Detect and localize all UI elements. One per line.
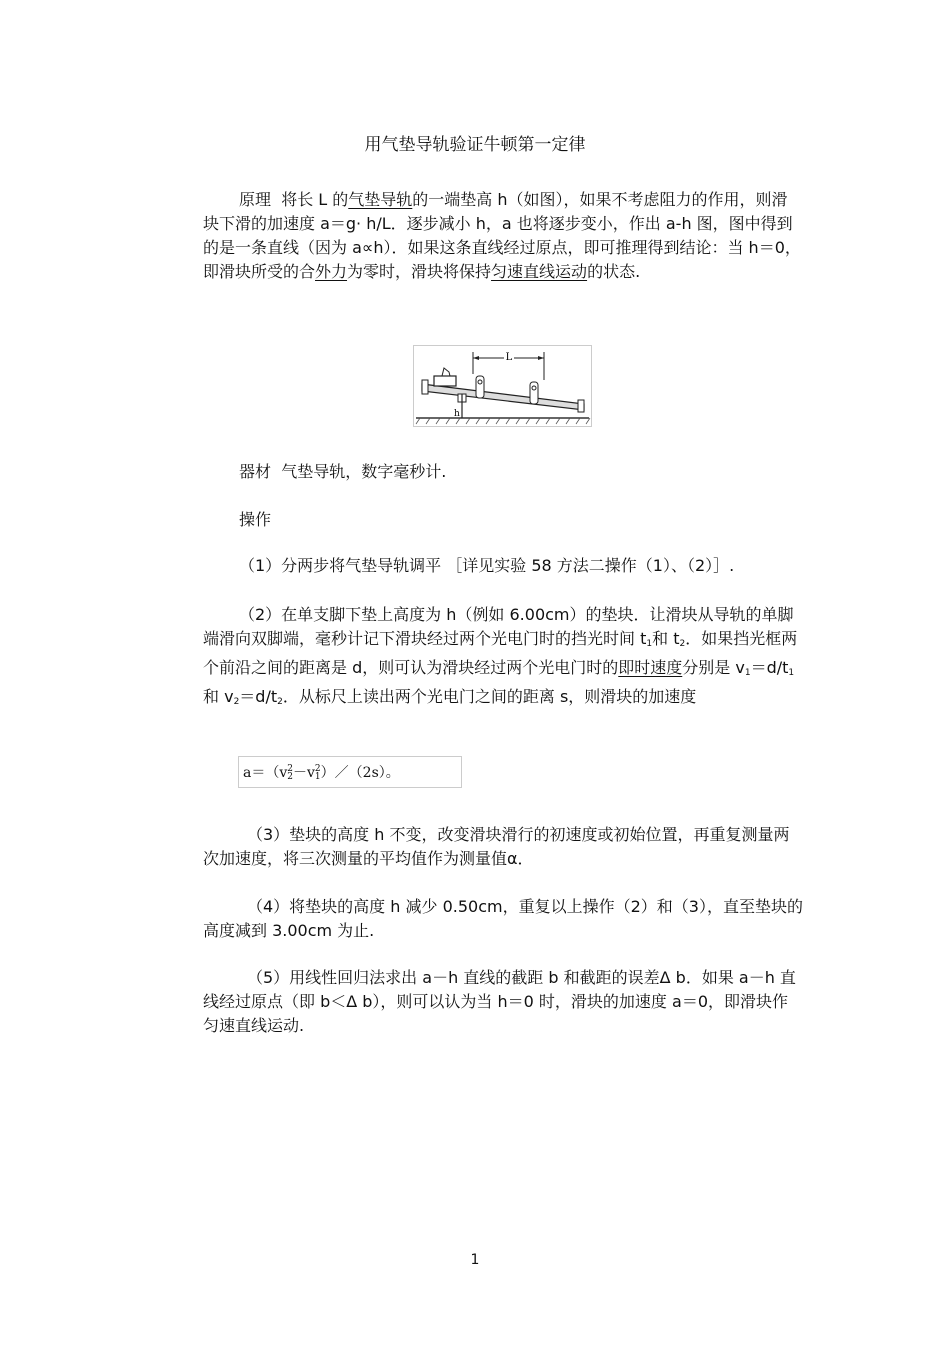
air-track-diagram	[413, 345, 592, 427]
step-4: （4）将垫块的高度 h 减少 0.50cm，重复以上操作（2）和（3），直至垫块的高度减到 3.00cm 为止.	[203, 897, 803, 940]
principle-text-4: 的状态.	[587, 262, 641, 281]
formula-lhs: a＝（v	[243, 765, 288, 781]
subscript-v1: 1	[744, 668, 751, 678]
step2-text-4: 分别是 v	[682, 658, 745, 677]
equipment-line	[203, 460, 803, 484]
step2-text-1: （2）在单支脚下垫上高度为 h（例如 6.00cm）的垫块．让滑块从导轨的单脚端滑向双脚端，毫秒计记下滑块经过两个光电门时的挡光时间 t	[203, 605, 794, 648]
operation-heading: 操作	[239, 510, 272, 529]
principle-text-1: 将长 L 的	[281, 190, 349, 209]
formula-sub-2: 1	[314, 772, 321, 782]
step-5: （5）用线性回归法求出 a－h 直线的截距 b 和截距的误差Δ b．如果 a－h 直线经过原点（即 b＜Δ b），则可以认为当 h＝0 时，滑块的加速度 a＝0，即滑块作匀速直线运动.	[203, 968, 796, 1035]
subscript-t1: 1	[788, 668, 795, 678]
air-track-illustration	[414, 346, 591, 426]
step2-text-8: ．从标尺上读出两个光电门之间的距离 s，则滑块的加速度	[282, 687, 697, 706]
acceleration-formula	[238, 756, 462, 788]
step-2	[203, 603, 803, 714]
principle-text-3: 为零时，滑块将保持	[347, 262, 492, 281]
label-L: L	[505, 352, 513, 363]
step-3: （3）垫块的高度 h 不变，改变滑块滑行的初速度或初始位置，再重复测量两次加速度，将三次测量的平均值作为测量值α．	[203, 825, 790, 868]
equipment-text: 气垫导轨，数字毫秒计.	[281, 462, 447, 481]
underlined-air-track: 气垫导轨	[348, 190, 413, 209]
equipment-label: 器材	[239, 462, 272, 481]
subscript-1: 1	[646, 639, 653, 649]
label-h: h	[454, 409, 460, 419]
subscript-2: 2	[679, 639, 686, 649]
formula-sup-2: 2	[314, 764, 321, 774]
formula-text	[243, 762, 400, 782]
step2-text-2: 和 t	[652, 629, 680, 648]
step2-text-6: 和 v	[203, 687, 234, 706]
underlined-external-force: 外力	[315, 262, 348, 281]
underlined-uniform-motion: 匀速直线运动	[491, 262, 588, 281]
step2-text-3: ．如果挡光框两个前沿之间的距离是 d，则可认为滑块经过两个光电门时的	[203, 629, 798, 677]
formula-sup-1: 2	[287, 764, 293, 774]
principle-text-2: 的一端垫高 h（如图），如果不考虑阻力的作用，则滑块下滑的加速度 a＝g· h/L．逐步减小 h，a 也将逐步变小，作出 a-h 图，图中得到的是一条直线（因为 a∝h）．如果这条直线经过原点，即可推理得到结论：当 h＝0，即滑块所受的合	[203, 190, 801, 281]
formula-sub-1: 2	[287, 772, 293, 782]
step2-text-5: ＝d/t	[750, 658, 789, 677]
page-title: 用气垫导轨验证牛顿第一定律	[364, 135, 586, 155]
formula-mid: －v	[293, 765, 315, 781]
principle-paragraph	[203, 188, 803, 284]
page-number: 1	[470, 1252, 480, 1268]
subscript-t2: 2	[277, 697, 283, 707]
step2-text-7: ＝d/t	[239, 687, 278, 706]
formula-rhs: ）／（2s）。	[320, 765, 400, 781]
principle-label: 原理	[239, 190, 272, 209]
subscript-v2: 2	[233, 697, 240, 707]
step-1: （1）分两步将气垫导轨调平 ［详见实验 58 方法二操作（1）、（2）］.	[239, 556, 735, 575]
underlined-instant-velocity: 即时速度	[618, 658, 683, 677]
